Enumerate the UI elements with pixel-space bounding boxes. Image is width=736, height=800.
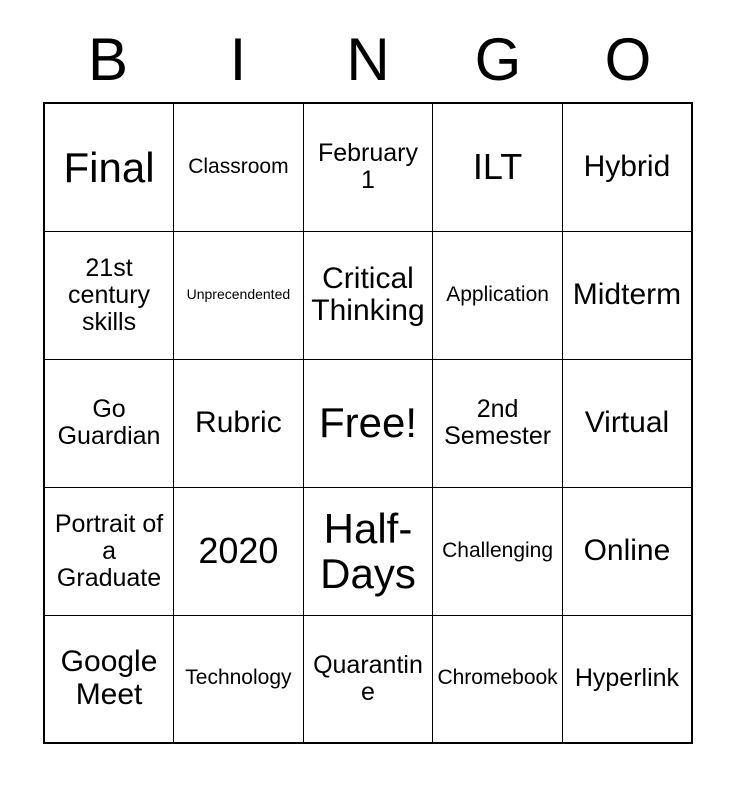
bingo-cell[interactable] (433, 231, 563, 359)
bingo-cell-label: Challenging (442, 538, 554, 562)
bingo-cell[interactable] (433, 103, 563, 231)
bingo-cell-label: Unprecendented (186, 286, 291, 303)
bingo-cell[interactable] (44, 103, 174, 231)
bingo-cell[interactable] (433, 487, 563, 615)
bingo-cell[interactable] (562, 359, 692, 487)
bingo-cell[interactable] (44, 359, 174, 487)
bingo-cell[interactable] (562, 487, 692, 615)
bingo-cell-label: Critical Thinking (311, 261, 425, 327)
bingo-cell[interactable] (174, 103, 304, 231)
bingo-cell-label: Free! (318, 399, 417, 447)
bingo-cell[interactable] (303, 615, 433, 743)
bingo-cell[interactable] (44, 487, 174, 615)
bingo-row (44, 359, 692, 487)
bingo-cell-label: Google Meet (60, 645, 158, 711)
bingo-header-letter-g: G (474, 26, 522, 93)
bingo-cell-label: 2nd Semester (444, 395, 552, 450)
bingo-row (44, 103, 692, 231)
bingo-cell[interactable] (433, 615, 563, 743)
bingo-cell-label: ILT (472, 145, 523, 187)
bingo-header (43, 0, 693, 94)
bingo-cell-label: Chromebook (437, 666, 558, 690)
bingo-cell[interactable] (174, 487, 304, 615)
bingo-cell-free[interactable] (303, 359, 433, 487)
bingo-cell[interactable] (303, 231, 433, 359)
bingo-cell[interactable] (44, 615, 174, 743)
bingo-header-letter-n: N (346, 26, 390, 93)
bingo-cell-label: Midterm (572, 277, 682, 311)
bingo-cell-label: Technology (185, 666, 292, 690)
bingo-row (44, 615, 692, 743)
bingo-cell-label: Rubric (195, 405, 282, 439)
bingo-cell-label: Half-Days (320, 504, 416, 597)
bingo-cell[interactable] (562, 103, 692, 231)
bingo-grid (43, 102, 693, 744)
bingo-cell-label: Classroom (188, 154, 289, 178)
bingo-cell[interactable] (303, 487, 433, 615)
bingo-cell[interactable] (174, 231, 304, 359)
bingo-row (44, 231, 692, 359)
bingo-cell[interactable] (303, 103, 433, 231)
bingo-cell-label: 21st century skills (68, 253, 151, 336)
bingo-header-letter-i: I (229, 26, 247, 93)
bingo-cell-label: 2020 (198, 529, 279, 571)
bingo-cell-label: Hyperlink (574, 664, 680, 693)
bingo-cell-label: Final (63, 143, 155, 191)
bingo-cell-label: Online (583, 533, 671, 567)
bingo-row (44, 487, 692, 615)
bingo-header-letter-b: B (87, 26, 129, 93)
bingo-cell-label: Portrait of a Graduate (54, 509, 164, 592)
bingo-cell-label: Application (446, 282, 549, 306)
bingo-cell[interactable] (174, 359, 304, 487)
bingo-cell-label: Virtual (584, 405, 670, 439)
bingo-cell-label: February 1 (317, 139, 418, 195)
bingo-cell[interactable] (562, 615, 692, 743)
bingo-cell-label: Hybrid (583, 150, 671, 184)
bingo-header-letter-o: O (604, 26, 652, 93)
bingo-cell[interactable] (44, 231, 174, 359)
bingo-cell[interactable] (562, 231, 692, 359)
bingo-cell[interactable] (433, 359, 563, 487)
bingo-cell[interactable] (174, 615, 304, 743)
bingo-cell-label: Quarantine (313, 650, 423, 706)
bingo-cell-label: Go Guardian (57, 395, 161, 450)
